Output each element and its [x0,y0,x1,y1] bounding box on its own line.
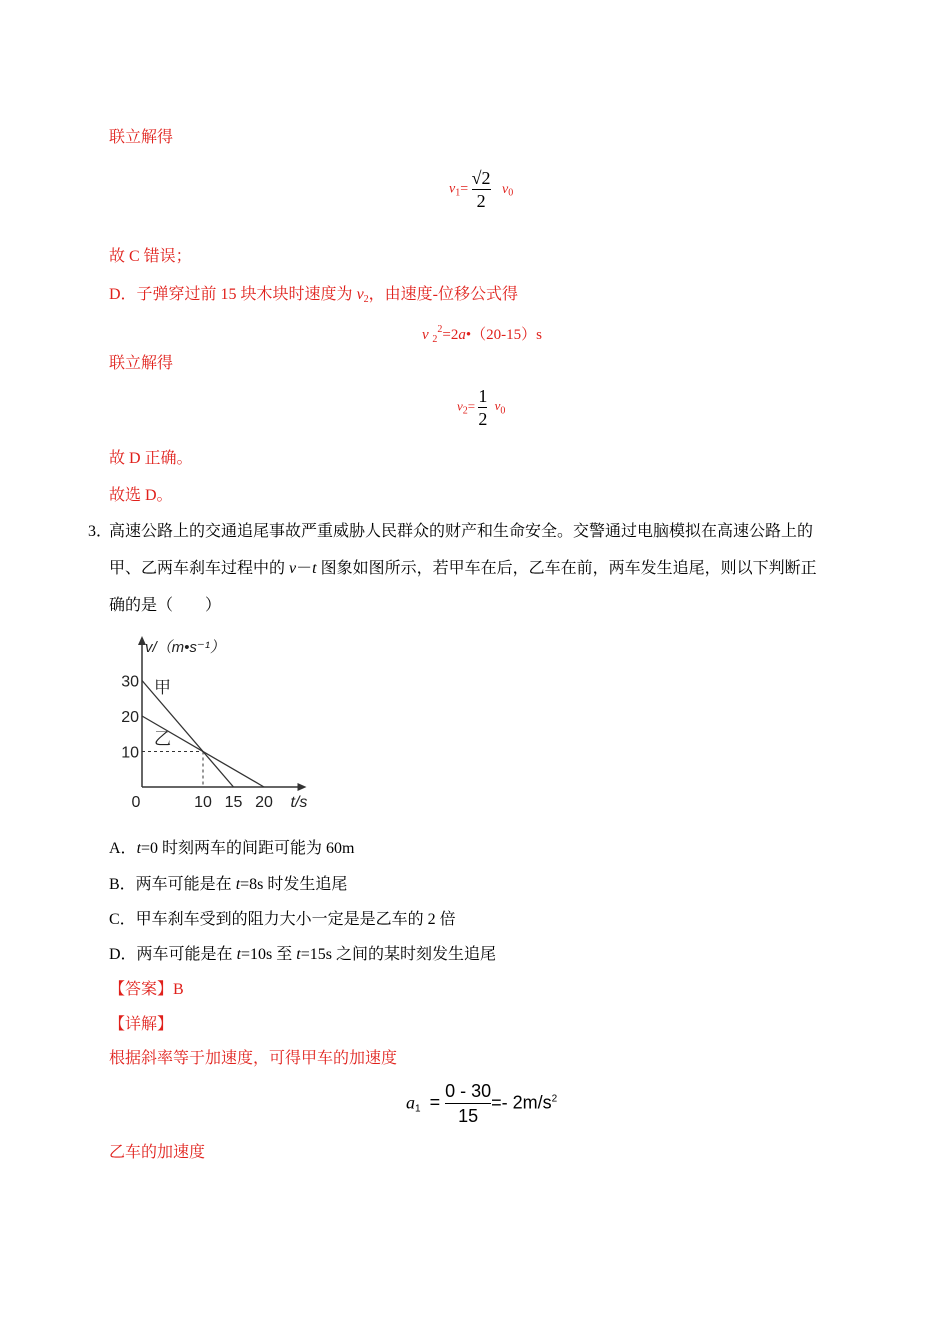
equals-sign: = [460,181,469,197]
text-line: 故选 D。 [109,487,173,504]
equation-v2-squared: v $_2^2$=2a•（20-15）s [422,324,542,345]
y-tick-label: 20 [121,709,139,726]
x-tick-label: 20 [255,794,273,811]
option-a[interactable]: A．t=0 时刻两车的间距可能为 60m [109,840,355,857]
series-label-1: 甲 [154,677,171,697]
question-text: 甲、乙两车刹车过程中的 v－t 图象如图所示，若甲车在后，乙车在前，两车发生追尾，则以下判断正 [109,560,817,577]
var-v: v [457,398,463,414]
var-v: v [502,181,509,197]
equation-a1: $a_1$ = $\frac{0 - 30}{15}$ =- $2m/s^2$ [406,1081,558,1126]
answer-line: 【答案】B [109,981,184,998]
option-b[interactable]: B．两车可能是在 t=8s 时发生追尾 [109,876,348,893]
option-c[interactable]: C．甲车刹车受到的阻力大小一定是是乙车的 2 倍 [109,911,456,928]
text-line: 故 D 正确。 [109,450,193,467]
x-axis-arrow [298,783,307,791]
x-axis-label: t/s [290,794,308,811]
fraction-numerator: √2 [471,168,491,188]
text-line: D．子弹穿过前 15 块木块时速度为 $v_2$，由速度-位移公式得 [109,286,519,305]
subscript: 1 [455,187,461,199]
fraction-denominator: 2 [476,191,486,211]
series-label-2: 乙 [154,729,171,749]
detail-label: 【详解】 [109,1016,174,1033]
x-tick-label: 10 [194,794,212,811]
fraction: $\frac{1}{2}$ [478,386,488,429]
option-d[interactable]: D．两车可能是在 t=10s 至 t=15s 之间的某时刻发生追尾 [109,946,496,963]
equation-v2: $v_2=$ $\frac{1}{2}$ $v_0$ [457,386,506,429]
subscript: 0 [508,187,514,199]
fraction: $\frac{0 - 30}{15}$ [445,1081,492,1126]
vt-chart [110,632,340,817]
x-tick-label: 0 [131,794,141,811]
equation-v1 [449,168,513,211]
question-text: 确的是（ ） [109,597,222,614]
question-text: 高速公路上的交通追尾事故严重威胁人民群众的财产和生命安全。交警通过电脑模拟在高速公路上的 [109,523,814,540]
text-line: 联立解得 [109,129,174,146]
text-line: 联立解得 [109,355,174,372]
text-line: 根据斜率等于加速度，可得甲车的加速度 [109,1050,398,1067]
var-v: v [422,327,429,343]
question-number: 3． [88,523,113,540]
text-line: 故 C 错误； [109,248,192,265]
text-line: 乙车的加速度 [109,1144,206,1161]
var-v: v [356,286,364,303]
y-tick-label: 10 [121,744,139,762]
y-tick-label: 30 [121,673,139,691]
x-tick-label: 15 [224,794,243,811]
y-axis-label: v/（m•s⁻¹） [145,639,225,656]
var-v: v [449,181,456,197]
fraction [472,168,491,211]
